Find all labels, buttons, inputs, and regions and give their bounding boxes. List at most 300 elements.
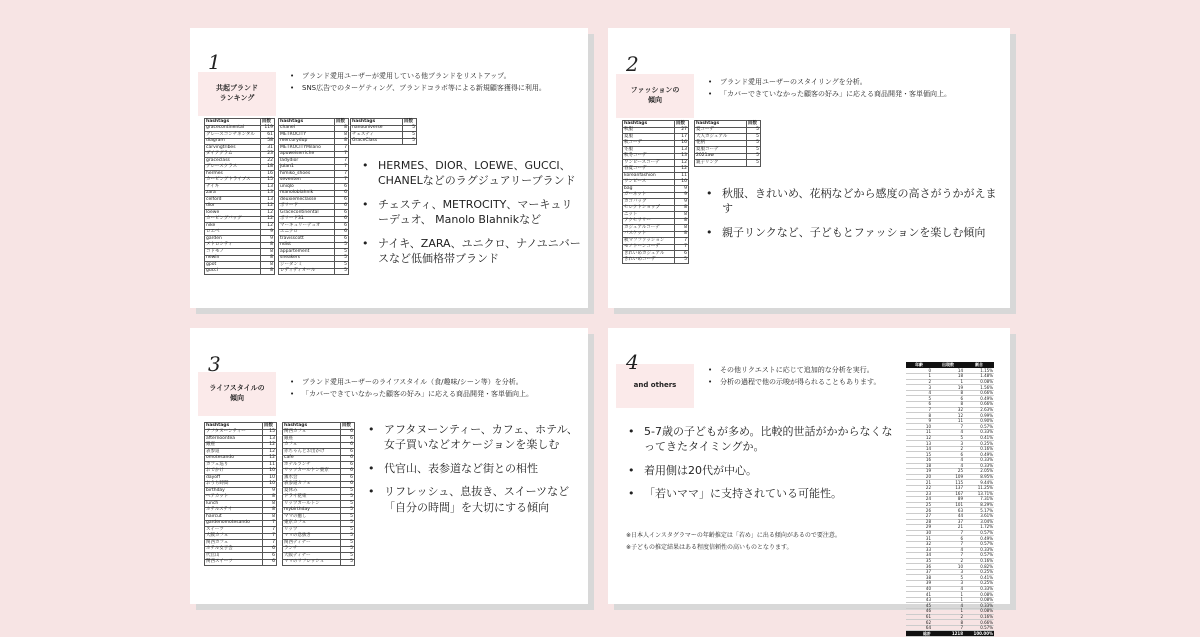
card-findings [626, 424, 896, 510]
column-header: 回数 [403, 119, 417, 126]
hashtag-cell: 親子リンク [695, 160, 747, 167]
count-cell: 2 [932, 446, 964, 452]
ratio-cell: 0.08% [964, 592, 994, 598]
age-cell: 0 [906, 368, 932, 374]
hashtag-cell: julan1 [279, 164, 335, 171]
count-cell: 4 [932, 430, 964, 436]
hashtag-cell: カービングトライブス [205, 177, 261, 184]
card-title-badge [198, 72, 276, 116]
age-cell: 43 [906, 597, 932, 603]
count-cell: 10 [263, 475, 277, 482]
hashtag-cell: グレースコンチネンタル [205, 132, 261, 139]
hashtag-cell: 秋冬コーデ [623, 153, 675, 160]
card-title: and others [633, 381, 677, 390]
hashtag-cell: deuxiemeclasse [279, 197, 335, 204]
age-cell: 36 [906, 564, 932, 570]
count-cell: 6 [335, 203, 349, 210]
hashtag-cell: きれいめコーデ [623, 257, 675, 264]
hashtag-cell: garden [205, 236, 261, 243]
ratio-cell: 0.25% [964, 569, 994, 575]
hashtag-cell: omotesando [205, 455, 263, 462]
count-cell: 6 [675, 251, 689, 258]
count-cell: 8 [675, 218, 689, 225]
hashtag-cell: gracecontinental [205, 125, 261, 132]
hashtag-cell: sneakers [279, 255, 335, 262]
count-cell: 3 [932, 441, 964, 447]
footnotes [626, 532, 896, 552]
card-notes [288, 72, 580, 97]
count-cell: 5 [341, 488, 355, 495]
hashtag-cell: ママの息抜き [283, 533, 341, 540]
count-cell: 31 [261, 145, 275, 152]
count-cell: 5 [341, 527, 355, 534]
age-cell: 45 [906, 603, 932, 609]
hashtag-cell: 関西ディナー [283, 540, 341, 547]
age-cell: 46 [906, 609, 932, 615]
age-cell: 64 [906, 625, 932, 631]
count-cell: 5 [932, 575, 964, 581]
count-cell: 6 [341, 429, 355, 436]
count-cell: 6 [335, 229, 349, 236]
count-cell: 12 [263, 455, 277, 462]
hashtag-cell: 秋服 [623, 127, 675, 134]
hashtag-cell: ドライ花束 [283, 494, 341, 501]
count-cell: 6 [932, 536, 964, 542]
hashtag-cell: chanel [279, 125, 335, 132]
count-cell: 5 [341, 533, 355, 540]
count-cell: 8 [675, 225, 689, 232]
count-cell: 10 [263, 468, 277, 475]
count-cell: 27 [675, 127, 689, 134]
count-cell: 7 [335, 145, 349, 152]
hashtag-cell: afternoontea [205, 436, 263, 443]
note-item: • SNS広告でのターゲティング、ブランドコラボ等による新規顧客獲得に利用。 [288, 84, 580, 93]
count-cell: 13 [261, 197, 275, 204]
count-cell: 58 [261, 138, 275, 145]
count-cell: 44 [932, 513, 964, 519]
hashtag-table [622, 120, 689, 264]
hashtag-cell: lunch [205, 501, 263, 508]
hashtag-cell: 2021aw [695, 153, 747, 160]
ratio-cell: 0.08% [964, 597, 994, 603]
total-count: 1218 [932, 631, 964, 637]
card-brand-ranking [190, 28, 588, 308]
hashtag-cell: koreanfashion [623, 173, 675, 180]
card-lifestyle-trend [190, 328, 588, 604]
card-title: ライフスタイルの 傾向 [209, 384, 265, 402]
count-cell: 7 [335, 177, 349, 184]
hashtag-table [204, 422, 277, 566]
hashtag-cell: cafe [283, 455, 341, 462]
ratio-cell: 0.57% [964, 541, 994, 547]
note-item: • その他リクエストに応じて追加的な分析を実行。 [706, 366, 896, 375]
hashtag-cell: ワンピース [623, 179, 675, 186]
card-notes [706, 78, 1002, 103]
count-cell: 7 [335, 151, 349, 158]
ratio-cell: 1.72% [964, 525, 994, 531]
count-cell: 18 [261, 164, 275, 171]
ratio-cell: 1.56% [964, 385, 994, 391]
table-row [351, 138, 417, 145]
count-cell: 5 [747, 153, 761, 160]
count-cell: 6 [263, 546, 277, 553]
hashtag-cell: gpot [205, 262, 261, 269]
ratio-cell: 0.16% [964, 614, 994, 620]
hashtag-cell: チェスティ [351, 132, 403, 139]
count-cell: 11 [932, 418, 964, 424]
hashtag-cell: ホテルランチ [283, 462, 341, 469]
count-cell: 6 [341, 449, 355, 456]
column-header: hashtags [695, 121, 747, 128]
count-cell: 6 [335, 223, 349, 230]
hashtag-cell: ワンピースコーデ [623, 160, 675, 167]
hashtag-cell: 花柄 [695, 140, 747, 147]
count-cell: 5 [335, 268, 349, 275]
hashtag-table [204, 118, 275, 275]
count-cell: 12 [263, 442, 277, 449]
count-cell: 7 [263, 533, 277, 540]
count-cell: 5 [341, 553, 355, 560]
count-cell: 9 [675, 186, 689, 193]
count-cell: 2 [932, 614, 964, 620]
count-cell: 12 [932, 413, 964, 419]
count-cell: 6 [341, 436, 355, 443]
count-cell: 8 [263, 507, 277, 514]
ratio-cell: 0.16% [964, 558, 994, 564]
table-row [283, 559, 355, 566]
note-item: • 「カバーできていなかった顧客の好み」に応える商品開発・客単価向上。 [706, 90, 1002, 99]
ratio-cell: 7.31% [964, 497, 994, 503]
card-findings [704, 186, 1000, 248]
count-cell: 18 [932, 374, 964, 380]
count-cell: 5 [341, 501, 355, 508]
count-cell: 15 [263, 429, 277, 436]
count-cell: 7 [932, 541, 964, 547]
hashtag-cell: METROCITYMilano [279, 145, 335, 152]
count-cell: 10 [263, 481, 277, 488]
hashtag-cell: カービングバッグ [205, 216, 261, 223]
count-cell: 12 [675, 166, 689, 173]
hashtag-cell: ジーダンミ [279, 262, 335, 269]
ratio-cell: 0.08% [964, 379, 994, 385]
ratio-cell: 0.82% [964, 564, 994, 570]
count-cell: 3 [932, 569, 964, 575]
table-row [205, 559, 277, 566]
hashtag-cell: バスケット [623, 231, 675, 238]
count-cell: 1 [932, 379, 964, 385]
age-cell: 39 [906, 581, 932, 587]
hashtag-cell: 東京カフェ [283, 520, 341, 527]
hashtag-cell: ladydior [279, 158, 335, 165]
ratio-cell: 0.33% [964, 463, 994, 469]
count-cell: 5 [747, 134, 761, 141]
hashtag-cell: きれいめカジュアル [623, 251, 675, 258]
count-cell: 7 [675, 244, 689, 251]
count-cell: 5 [335, 255, 349, 262]
count-cell: 12 [263, 449, 277, 456]
hashtag-cell: uniqlo [279, 184, 335, 191]
card-notes [288, 378, 580, 403]
hashtag-cell: seventen [279, 177, 335, 184]
ratio-cell: 8.29% [964, 502, 994, 508]
card-findings [366, 422, 582, 523]
card-notes [706, 366, 896, 391]
footnote-item: ※子どもの推定結果はある程度信頼性の高いものとなります。 [626, 543, 793, 551]
count-cell: 13 [263, 436, 277, 443]
hashtag-cell: celford [205, 197, 261, 204]
count-cell: 10 [675, 179, 689, 186]
age-cell: 38 [906, 575, 932, 581]
count-cell: 137 [932, 485, 964, 491]
ratio-cell: 0.49% [964, 452, 994, 458]
count-cell: 6 [335, 236, 349, 243]
count-cell: 5 [335, 262, 349, 269]
age-cell: 31 [906, 536, 932, 542]
column-header: 出現数 [932, 362, 964, 368]
count-cell: 1 [932, 597, 964, 603]
count-cell: 8 [261, 242, 275, 249]
count-cell: 5 [341, 540, 355, 547]
hashtag-cell: gucci [205, 268, 261, 275]
hashtag-cell: Gracecontinental [279, 210, 335, 217]
age-cell: 7 [906, 407, 932, 413]
age-cell: 23 [906, 491, 932, 497]
hashtag-cell: manoloblahnik [279, 190, 335, 197]
hashtag-cell: 大阪ディナー [283, 553, 341, 560]
count-cell: 14 [932, 368, 964, 374]
table-row [279, 268, 349, 275]
count-cell: 9 [675, 199, 689, 206]
ratio-cell: 0.57% [964, 553, 994, 559]
age-cell: 3 [906, 385, 932, 391]
ratio-cell: 5.17% [964, 508, 994, 514]
age-cell: 26 [906, 508, 932, 514]
hashtag-cell: おうち時間 [205, 481, 263, 488]
hashtag-cell: graceclass [205, 158, 261, 165]
hashtag-cell: レディディオール [279, 268, 335, 275]
column-header: 回数 [341, 423, 355, 430]
ratio-cell: 0.33% [964, 458, 994, 464]
card-fashion-trend [608, 28, 1010, 308]
note-item: • 分析の過程で他の示唆が得られることもあります。 [706, 378, 896, 387]
count-cell: 8 [932, 402, 964, 408]
hashtag-cell: ホテルステイ [205, 507, 263, 514]
hashtag-cell: カジュアルコーデ [623, 225, 675, 232]
count-cell: 6 [335, 210, 349, 217]
count-cell: 17 [675, 134, 689, 141]
hashtag-cell: himiko_shoes [279, 171, 335, 178]
hashtag-cell: METROCITY [279, 132, 335, 139]
hashtag-cell: zara [205, 190, 261, 197]
count-cell: 109 [932, 474, 964, 480]
count-cell: 13 [675, 147, 689, 154]
count-cell: 4 [932, 458, 964, 464]
card-number: 4 [626, 350, 639, 374]
count-cell: 6 [932, 396, 964, 402]
hashtag-table [282, 422, 355, 566]
count-cell: 4 [932, 586, 964, 592]
count-cell: 8 [335, 125, 349, 132]
hashtag-cell: アフタヌーンティー [205, 429, 263, 436]
hashtag-cell: ランチ [283, 546, 341, 553]
count-cell: 23 [261, 151, 275, 158]
hashtag-cell: ボリード31 [279, 216, 335, 223]
count-cell: 37 [932, 519, 964, 525]
ratio-cell: 0.66% [964, 390, 994, 396]
hashtag-cell: セレクトショップ [623, 205, 675, 212]
hashtag-cell: グレースクラス [205, 164, 261, 171]
hashtag-cell: 関西カフェ [205, 540, 263, 547]
age-cell: 62 [906, 620, 932, 626]
ratio-cell: 0.33% [964, 603, 994, 609]
count-cell: 115 [932, 480, 964, 486]
hashtag-cell: nike [205, 223, 261, 230]
hashtag-cell: 関西カフェ [283, 429, 341, 436]
count-cell: 16 [261, 171, 275, 178]
count-cell: 6 [335, 184, 349, 191]
finding-item: • 「若いママ」に支持されている可能性。 [626, 486, 896, 501]
hashtag-cell: mybirthday [283, 507, 341, 514]
age-cell: 2 [906, 379, 932, 385]
hashtag-cell: おでかけ [205, 468, 263, 475]
hashtag-cell: 表参道カフェ [283, 481, 341, 488]
ratio-cell: 0.41% [964, 435, 994, 441]
count-cell: 9 [263, 488, 277, 495]
count-cell: 5 [747, 140, 761, 147]
count-cell: 13 [261, 184, 275, 191]
count-cell: 8 [675, 205, 689, 212]
card-findings [360, 158, 582, 274]
card-number: 1 [208, 50, 221, 74]
ratio-cell: 11.25% [964, 485, 994, 491]
age-cell: 25 [906, 502, 932, 508]
hashtag-cell: dior [205, 203, 261, 210]
column-header: 回数 [261, 119, 275, 126]
hashtag-cell: リッツ [283, 527, 341, 534]
hashtag-cell: リッツカールトン [283, 501, 341, 508]
age-distribution-table [906, 362, 994, 637]
ratio-cell: 2.05% [964, 469, 994, 475]
finding-item: • 秋服、きれいめ、花柄などから感度の高さがうかがえます [704, 186, 1000, 217]
ratio-cell: 3.04% [964, 519, 994, 525]
ratio-cell: 13.71% [964, 491, 994, 497]
age-cell: 61 [906, 614, 932, 620]
age-cell: 32 [906, 541, 932, 547]
count-cell: 5 [403, 132, 417, 139]
column-header: 年齢 [906, 362, 932, 368]
hashtag-cell: ndist [279, 242, 335, 249]
hashtag-cell: haircut [205, 514, 263, 521]
hashtag-cell: 夏服 [623, 134, 675, 141]
count-cell: 5 [403, 138, 417, 145]
count-cell: 5 [747, 147, 761, 154]
count-cell: 7 [675, 238, 689, 245]
ratio-cell: 3.61% [964, 513, 994, 519]
hashtag-cell: 冬服 [623, 147, 675, 154]
count-cell: 8 [335, 138, 349, 145]
hashtag-cell: カゴバッグ [623, 199, 675, 206]
table-row [205, 268, 275, 275]
finding-item: • リフレッシュ、息抜き、スイーツなど「自分の時間」を大切にする傾向 [366, 484, 582, 515]
ratio-cell: 0.33% [964, 430, 994, 436]
count-cell: 101 [932, 502, 964, 508]
hashtag-cell: 銀座 [205, 442, 263, 449]
count-cell: 5 [335, 242, 349, 249]
count-cell: 5 [335, 249, 349, 256]
ratio-cell: 0.99% [964, 413, 994, 419]
note-item: • 「カバーできていなかった顧客の好み」に応える商品開発・客単価向上。 [288, 390, 580, 399]
count-cell: 5 [341, 514, 355, 521]
finding-item: • アフタヌーンティー、カフェ、ホテル、女子買いなどオケージョンを楽しむ [366, 422, 582, 453]
hashtag-cell: diagram [205, 138, 261, 145]
hashtag-cell: ホテル女子会 [205, 546, 263, 553]
hashtag-cell: ママのリフレッシュ [283, 559, 341, 566]
count-cell: 6 [341, 455, 355, 462]
age-cell: 1 [906, 374, 932, 380]
count-cell: 6 [335, 197, 349, 204]
ratio-cell: 0.90% [964, 418, 994, 424]
ratio-cell: 8.95% [964, 474, 994, 480]
age-cell: 34 [906, 553, 932, 559]
hashtag-cell: アクセサリー [623, 218, 675, 225]
age-cell: 41 [906, 592, 932, 598]
hashtag-cell: mercurydup [279, 138, 335, 145]
count-cell: 3 [932, 581, 964, 587]
ratio-cell: 0.66% [964, 402, 994, 408]
column-header: 回数 [747, 121, 761, 128]
age-cell: 37 [906, 569, 932, 575]
count-cell: 7 [335, 171, 349, 178]
count-cell: 5 [675, 257, 689, 264]
count-cell: 8 [335, 132, 349, 139]
count-cell: 5 [341, 546, 355, 553]
hashtag-cell: nanouniverse [351, 125, 403, 132]
count-cell: 89 [932, 497, 964, 503]
age-cell: 6 [906, 402, 932, 408]
hashtag-cell: 夏休み [283, 488, 341, 495]
ratio-cell: 0.66% [964, 620, 994, 626]
column-header: hashtags [623, 121, 675, 128]
count-cell: 4 [932, 463, 964, 469]
count-cell: 5 [403, 125, 417, 132]
note-item: • ブランド愛用ユーザーのスタイリングを分析。 [706, 78, 1002, 87]
count-cell: 6 [341, 442, 355, 449]
hashtag-cell: birthday [205, 488, 263, 495]
count-cell: 16 [675, 140, 689, 147]
card-title: ファッションの 傾向 [630, 86, 680, 104]
count-cell: 9 [261, 229, 275, 236]
count-cell: 6 [263, 559, 277, 566]
ratio-cell: 1.48% [964, 374, 994, 380]
total-ratio: 100.00% [964, 631, 994, 637]
card-number: 3 [208, 352, 221, 376]
hashtag-cell: carvingtribes [205, 145, 261, 152]
hashtag-cell: 銀座 [283, 436, 341, 443]
hashtag-cell: 夏コーデ [695, 127, 747, 134]
hashtag-cell: apuweiserriche [279, 151, 335, 158]
ratio-cell: 0.33% [964, 547, 994, 553]
count-cell: 8 [675, 231, 689, 238]
hashtag-cell: bag [623, 186, 675, 193]
count-cell: 21 [932, 525, 964, 531]
count-cell: 7 [335, 158, 349, 165]
card-and-others [608, 328, 1010, 636]
hashtag-table [278, 118, 349, 275]
count-cell: 11 [675, 173, 689, 180]
count-cell: 5 [341, 494, 355, 501]
note-item: • ブランド愛用ユーザーが愛用している他ブランドをリストアップ。 [288, 72, 580, 81]
hashtag-cell: dayoff [205, 475, 263, 482]
